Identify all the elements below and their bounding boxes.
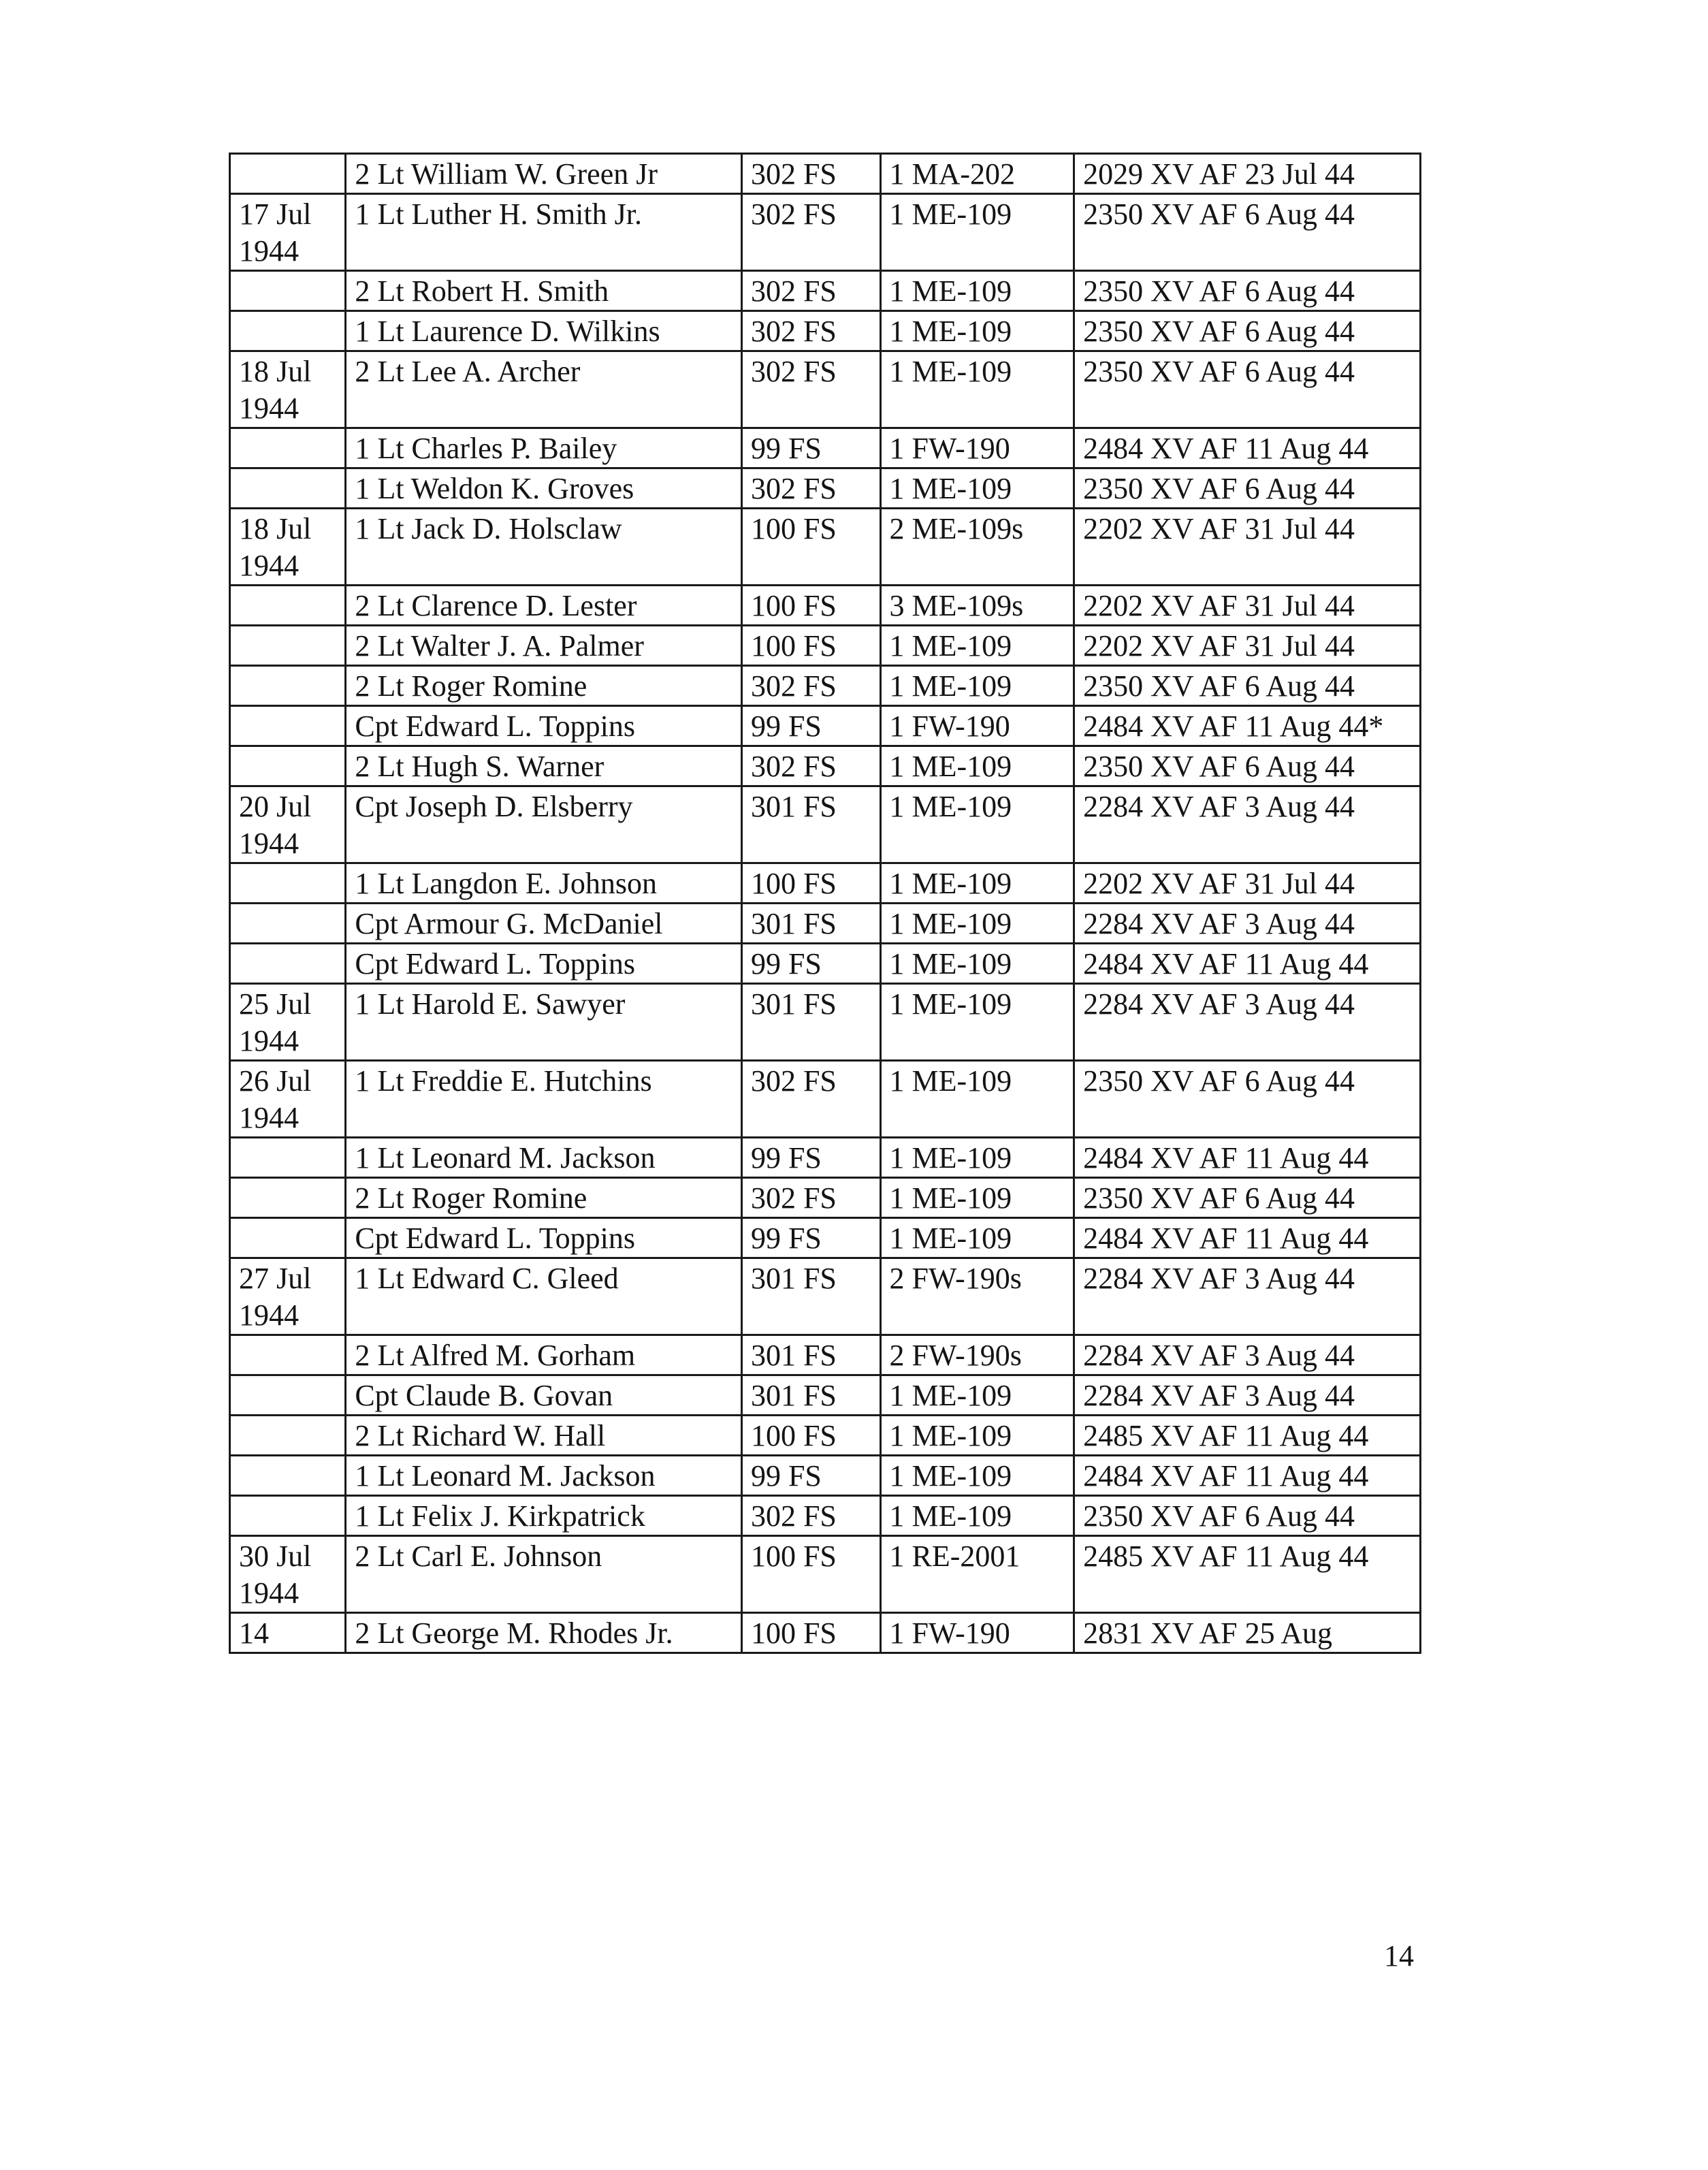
date-cell [230, 154, 346, 194]
date-cell [230, 586, 346, 626]
squadron-cell: 302 FS [741, 468, 880, 509]
general-order-cell: 2284 XV AF 3 Aug 44 [1074, 1258, 1421, 1335]
date-cell [230, 1416, 346, 1456]
table-row [230, 626, 1421, 666]
victories-cell: 2 ME-109s [880, 509, 1074, 586]
pilot-name-cell: 2 Lt William W. Green Jr [346, 154, 742, 194]
squadron-cell: 100 FS [741, 586, 880, 626]
victories-cell: 1 ME-109 [880, 944, 1074, 984]
date-cell: 18 Jul 1944 [230, 351, 346, 428]
table-row [230, 1613, 1421, 1653]
squadron-cell: 301 FS [741, 786, 880, 863]
table-row [230, 1496, 1421, 1536]
table-row [230, 468, 1421, 509]
general-order-cell: 2831 XV AF 25 Aug [1074, 1613, 1421, 1653]
general-order-cell: 2284 XV AF 3 Aug 44 [1074, 984, 1421, 1061]
pilot-name-cell: 1 Lt Leonard M. Jackson [346, 1138, 742, 1178]
general-order-cell: 2350 XV AF 6 Aug 44 [1074, 746, 1421, 786]
pilot-name-cell: 1 Lt Jack D. Holsclaw [346, 509, 742, 586]
squadron-cell: 99 FS [741, 428, 880, 468]
pilot-name-cell: 1 Lt Harold E. Sawyer [346, 984, 742, 1061]
squadron-cell: 301 FS [741, 1375, 880, 1416]
table-row [230, 428, 1421, 468]
general-order-cell: 2350 XV AF 6 Aug 44 [1074, 271, 1421, 311]
squadron-cell: 100 FS [741, 1536, 880, 1613]
squadron-cell: 301 FS [741, 984, 880, 1061]
general-order-cell: 2350 XV AF 6 Aug 44 [1074, 311, 1421, 351]
general-order-cell: 2350 XV AF 6 Aug 44 [1074, 1178, 1421, 1218]
squadron-cell: 302 FS [741, 154, 880, 194]
squadron-cell: 99 FS [741, 1138, 880, 1178]
victories-cell: 1 ME-109 [880, 194, 1074, 271]
table-row [230, 1375, 1421, 1416]
victories-cell: 1 ME-109 [880, 1138, 1074, 1178]
table-row [230, 311, 1421, 351]
date-cell: 17 Jul 1944 [230, 194, 346, 271]
victories-cell: 1 ME-109 [880, 1218, 1074, 1258]
victories-cell: 1 ME-109 [880, 1496, 1074, 1536]
date-cell [230, 1138, 346, 1178]
general-order-cell: 2485 XV AF 11 Aug 44 [1074, 1536, 1421, 1613]
pilot-name-cell: 2 Lt Clarence D. Lester [346, 586, 742, 626]
victories-cell: 1 ME-109 [880, 863, 1074, 904]
victories-cell: 2 FW-190s [880, 1258, 1074, 1335]
squadron-cell: 302 FS [741, 351, 880, 428]
victories-cell: 1 ME-109 [880, 271, 1074, 311]
victories-cell: 1 ME-109 [880, 786, 1074, 863]
date-cell [230, 428, 346, 468]
squadron-cell: 301 FS [741, 1258, 880, 1335]
date-cell [230, 1375, 346, 1416]
table-row [230, 1335, 1421, 1375]
pilot-name-cell: 1 Lt Leonard M. Jackson [346, 1456, 742, 1496]
victories-cell: 1 ME-109 [880, 1178, 1074, 1218]
general-order-cell: 2284 XV AF 3 Aug 44 [1074, 786, 1421, 863]
table-row [230, 351, 1421, 428]
general-order-cell: 2350 XV AF 6 Aug 44 [1074, 351, 1421, 428]
victories-cell: 1 ME-109 [880, 468, 1074, 509]
squadron-cell: 302 FS [741, 746, 880, 786]
pilot-name-cell: Cpt Armour G. McDaniel [346, 904, 742, 944]
table-row [230, 1218, 1421, 1258]
table-row [230, 271, 1421, 311]
general-order-cell: 2350 XV AF 6 Aug 44 [1074, 194, 1421, 271]
general-order-cell: 2350 XV AF 6 Aug 44 [1074, 666, 1421, 706]
date-cell [230, 626, 346, 666]
pilot-name-cell: Cpt Edward L. Toppins [346, 706, 742, 746]
pilot-name-cell: 1 Lt Freddie E. Hutchins [346, 1061, 742, 1138]
page-number: 14 [1384, 1939, 1414, 1973]
squadron-cell: 99 FS [741, 706, 880, 746]
pilot-name-cell: 2 Lt Lee A. Archer [346, 351, 742, 428]
victories-cell: 1 ME-109 [880, 984, 1074, 1061]
squadron-cell: 100 FS [741, 1613, 880, 1653]
date-cell [230, 863, 346, 904]
victories-cell: 1 ME-109 [880, 1416, 1074, 1456]
pilot-name-cell: 2 Lt Roger Romine [346, 1178, 742, 1218]
general-order-cell: 2485 XV AF 11 Aug 44 [1074, 1416, 1421, 1456]
date-cell [230, 1218, 346, 1258]
table-row [230, 746, 1421, 786]
squadron-cell: 302 FS [741, 1061, 880, 1138]
victories-cell: 1 ME-109 [880, 351, 1074, 428]
squadron-cell: 302 FS [741, 311, 880, 351]
victories-cell: 1 ME-109 [880, 626, 1074, 666]
general-order-cell: 2202 XV AF 31 Jul 44 [1074, 586, 1421, 626]
victories-cell: 1 ME-109 [880, 1375, 1074, 1416]
date-cell [230, 1335, 346, 1375]
pilot-name-cell: 2 Lt George M. Rhodes Jr. [346, 1613, 742, 1653]
date-cell [230, 1496, 346, 1536]
pilot-name-cell: 1 Lt Luther H. Smith Jr. [346, 194, 742, 271]
victories-cell: 2 FW-190s [880, 1335, 1074, 1375]
pilot-name-cell: 1 Lt Laurence D. Wilkins [346, 311, 742, 351]
table-row [230, 666, 1421, 706]
victories-cell: 1 RE-2001 [880, 1536, 1074, 1613]
date-cell [230, 468, 346, 509]
general-order-cell: 2484 XV AF 11 Aug 44 [1074, 428, 1421, 468]
table-row [230, 1138, 1421, 1178]
victories-cell: 1 ME-109 [880, 746, 1074, 786]
victories-cell: 1 ME-109 [880, 1456, 1074, 1496]
table-row [230, 194, 1421, 271]
victories-cell: 1 FW-190 [880, 1613, 1074, 1653]
squadron-cell: 100 FS [741, 1416, 880, 1456]
table-row [230, 586, 1421, 626]
table-row [230, 904, 1421, 944]
table-row [230, 154, 1421, 194]
aerial-victories-table-body [230, 154, 1421, 1653]
table-row [230, 944, 1421, 984]
date-cell: 14 [230, 1613, 346, 1653]
pilot-name-cell: 2 Lt Hugh S. Warner [346, 746, 742, 786]
date-cell [230, 1178, 346, 1218]
date-cell: 26 Jul 1944 [230, 1061, 346, 1138]
pilot-name-cell: Cpt Edward L. Toppins [346, 944, 742, 984]
squadron-cell: 99 FS [741, 1456, 880, 1496]
general-order-cell: 2350 XV AF 6 Aug 44 [1074, 1061, 1421, 1138]
table-row [230, 509, 1421, 586]
pilot-name-cell: 2 Lt Carl E. Johnson [346, 1536, 742, 1613]
pilot-name-cell: 1 Lt Felix J. Kirkpatrick [346, 1496, 742, 1536]
general-order-cell: 2484 XV AF 11 Aug 44 [1074, 1138, 1421, 1178]
date-cell [230, 271, 346, 311]
pilot-name-cell: 2 Lt Richard W. Hall [346, 1416, 742, 1456]
squadron-cell: 302 FS [741, 271, 880, 311]
victories-cell: 1 ME-109 [880, 666, 1074, 706]
pilot-name-cell: 2 Lt Roger Romine [346, 666, 742, 706]
table-row [230, 1416, 1421, 1456]
victories-cell: 1 FW-190 [880, 428, 1074, 468]
victories-cell: 1 ME-109 [880, 904, 1074, 944]
squadron-cell: 100 FS [741, 626, 880, 666]
victories-cell: 3 ME-109s [880, 586, 1074, 626]
date-cell: 25 Jul 1944 [230, 984, 346, 1061]
squadron-cell: 99 FS [741, 944, 880, 984]
victories-cell: 1 ME-109 [880, 311, 1074, 351]
general-order-cell: 2484 XV AF 11 Aug 44 [1074, 944, 1421, 984]
pilot-name-cell: Cpt Joseph D. Elsberry [346, 786, 742, 863]
general-order-cell: 2284 XV AF 3 Aug 44 [1074, 1375, 1421, 1416]
date-cell: 30 Jul 1944 [230, 1536, 346, 1613]
pilot-name-cell: 2 Lt Walter J. A. Palmer [346, 626, 742, 666]
squadron-cell: 301 FS [741, 904, 880, 944]
pilot-name-cell: 1 Lt Edward C. Gleed [346, 1258, 742, 1335]
pilot-name-cell: 1 Lt Charles P. Bailey [346, 428, 742, 468]
general-order-cell: 2029 XV AF 23 Jul 44 [1074, 154, 1421, 194]
general-order-cell: 2484 XV AF 11 Aug 44* [1074, 706, 1421, 746]
squadron-cell: 100 FS [741, 863, 880, 904]
table-row [230, 1456, 1421, 1496]
table-row [230, 1258, 1421, 1335]
general-order-cell: 2202 XV AF 31 Jul 44 [1074, 626, 1421, 666]
table-row [230, 786, 1421, 863]
squadron-cell: 302 FS [741, 1178, 880, 1218]
victories-cell: 1 MA-202 [880, 154, 1074, 194]
squadron-cell: 99 FS [741, 1218, 880, 1258]
table-row [230, 984, 1421, 1061]
general-order-cell: 2484 XV AF 11 Aug 44 [1074, 1456, 1421, 1496]
squadron-cell: 301 FS [741, 1335, 880, 1375]
date-cell [230, 311, 346, 351]
date-cell [230, 1456, 346, 1496]
squadron-cell: 302 FS [741, 194, 880, 271]
general-order-cell: 2202 XV AF 31 Jul 44 [1074, 863, 1421, 904]
pilot-name-cell: Cpt Edward L. Toppins [346, 1218, 742, 1258]
pilot-name-cell: 2 Lt Alfred M. Gorham [346, 1335, 742, 1375]
general-order-cell: 2202 XV AF 31 Jul 44 [1074, 509, 1421, 586]
general-order-cell: 2284 XV AF 3 Aug 44 [1074, 1335, 1421, 1375]
squadron-cell: 100 FS [741, 509, 880, 586]
general-order-cell: 2350 XV AF 6 Aug 44 [1074, 1496, 1421, 1536]
date-cell [230, 944, 346, 984]
date-cell [230, 706, 346, 746]
general-order-cell: 2484 XV AF 11 Aug 44 [1074, 1218, 1421, 1258]
table-row [230, 1061, 1421, 1138]
table-row [230, 1536, 1421, 1613]
pilot-name-cell: Cpt Claude B. Govan [346, 1375, 742, 1416]
date-cell: 20 Jul 1944 [230, 786, 346, 863]
table-row [230, 1178, 1421, 1218]
pilot-name-cell: 2 Lt Robert H. Smith [346, 271, 742, 311]
date-cell: 18 Jul 1944 [230, 509, 346, 586]
squadron-cell: 302 FS [741, 666, 880, 706]
date-cell [230, 746, 346, 786]
table-row [230, 706, 1421, 746]
aerial-victories-table [229, 153, 1421, 1654]
victories-cell: 1 ME-109 [880, 1061, 1074, 1138]
date-cell: 27 Jul 1944 [230, 1258, 346, 1335]
date-cell [230, 904, 346, 944]
date-cell [230, 666, 346, 706]
general-order-cell: 2284 XV AF 3 Aug 44 [1074, 904, 1421, 944]
pilot-name-cell: 1 Lt Langdon E. Johnson [346, 863, 742, 904]
table-row [230, 863, 1421, 904]
pilot-name-cell: 1 Lt Weldon K. Groves [346, 468, 742, 509]
general-order-cell: 2350 XV AF 6 Aug 44 [1074, 468, 1421, 509]
squadron-cell: 302 FS [741, 1496, 880, 1536]
victories-cell: 1 FW-190 [880, 706, 1074, 746]
